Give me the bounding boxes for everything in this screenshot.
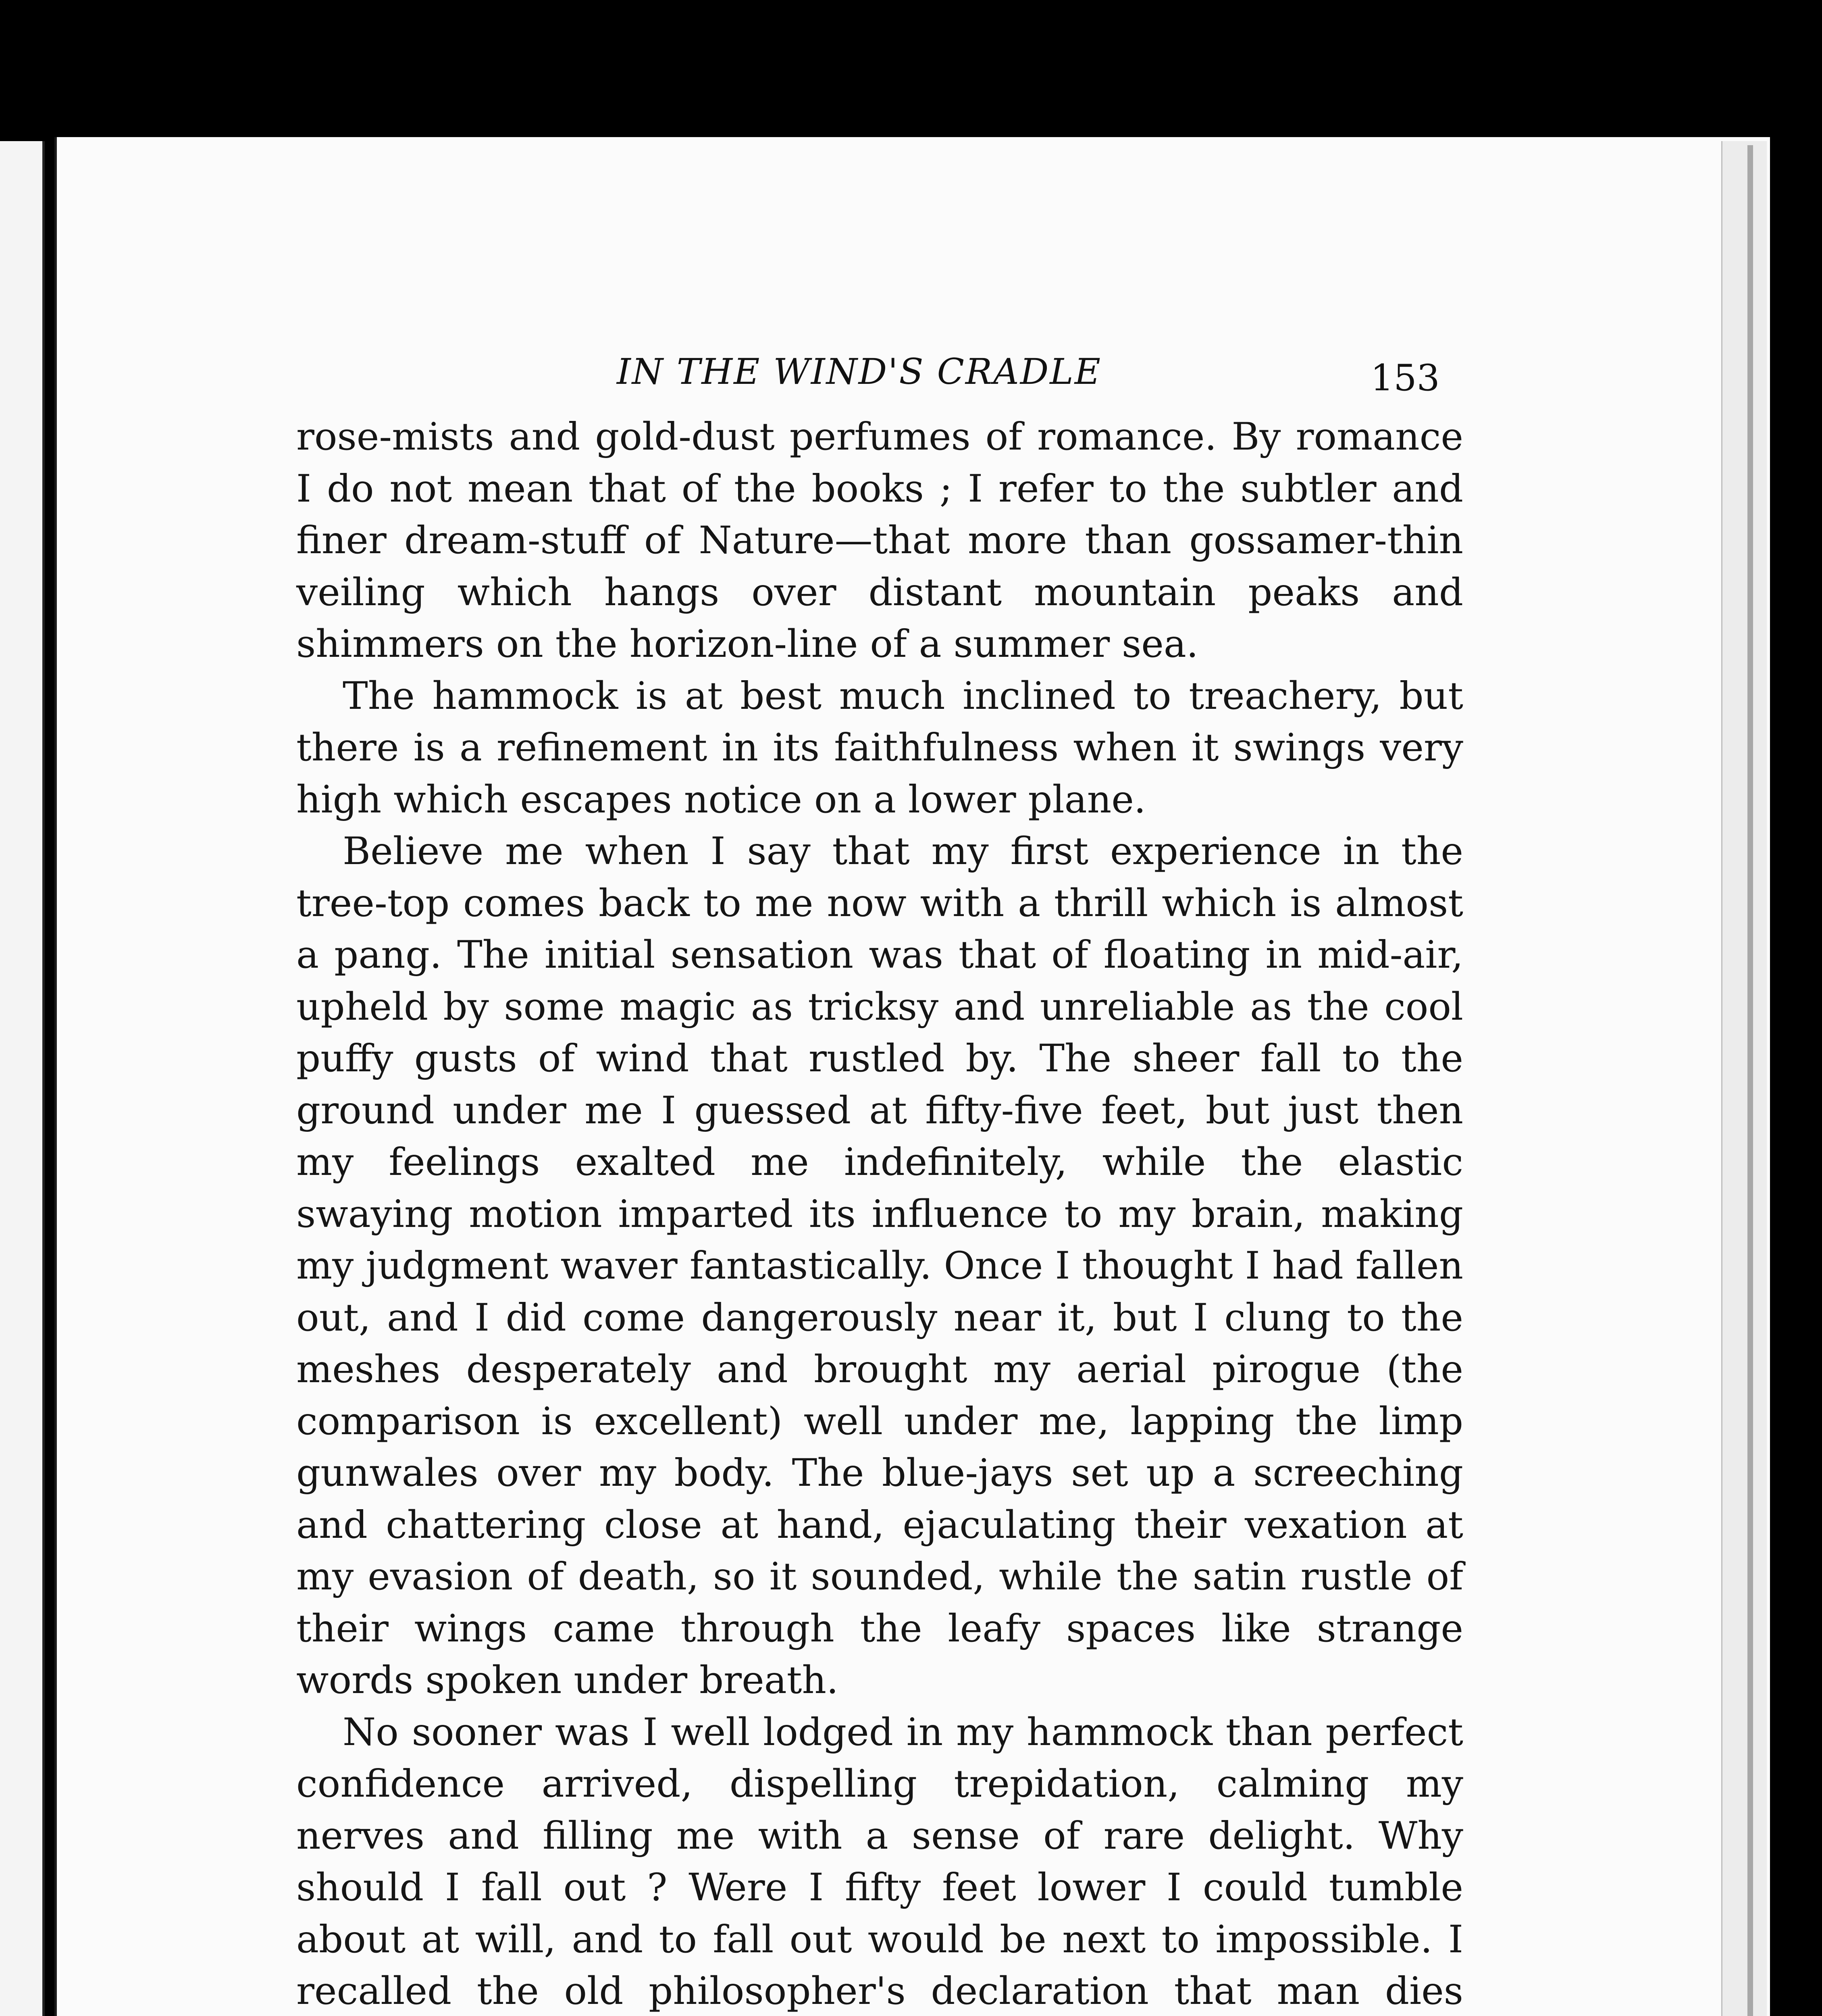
page-stack-edge	[1721, 141, 1767, 2016]
paragraph: The hammock is at best much inclined to treachery, but there is a refinement in its faithfulness when it swings very high which escapes notice on a lower plane.	[296, 674, 1463, 822]
page-number: 153	[1371, 357, 1440, 399]
facing-page-edge	[0, 141, 45, 2016]
body-text	[296, 411, 1463, 2016]
paragraph: Believe me when I say that my first experience in the tree-top comes back to me now with a thrill which is almost a pang. The initial sensation was that of floating in mid-air, upheld by some magic as tricksy and unreliable as the cool puffy gusts of wind that rustled by. The sheer fall to the ground under me I guessed at fifty-five feet, but just then my feelings exalted me indefinitely, while the elastic swaying motion imparted its influence to my brain, making my judgment waver fantastically. Once I thought I had fallen out, and I did come dangerously near it, but I clung to the meshes desperately and brought my aerial pirogue (the comparison is excellent) well under me, lapping the limp gunwales over my body. The blue-jays set up a screeching and chattering close at hand, ejaculating their vexation at my evasion of death, so it sounded, while the satin rustle of their wings came through the leafy spaces like strange words spoken under breath.	[296, 829, 1463, 1702]
page-stack-shadow	[1747, 145, 1753, 2016]
paragraph: No sooner was I well lodged in my hammock than perfect confidence arrived, dispelling trepidation, calming my nerves and filling me with a sense of rare delight. Why should I fall out ? Were I fifty feet lower I could tumble about at will, and to fall out would be next to impossible. I recalled the old philosopher's declaration that man dies	[296, 1710, 1463, 2013]
running-head-title: IN THE WIND'S CRADLE	[617, 351, 1102, 392]
paragraph-continued: rose-mists and gold-dust perfumes of romance. By romance I do not mean that of the books ; I refer to the subtler and finer dream-stuff of Nature—that more than gossamer-thin veiling which hangs over distant mountain peaks and shimmers on the horizon-line of a summer sea.	[296, 415, 1463, 666]
